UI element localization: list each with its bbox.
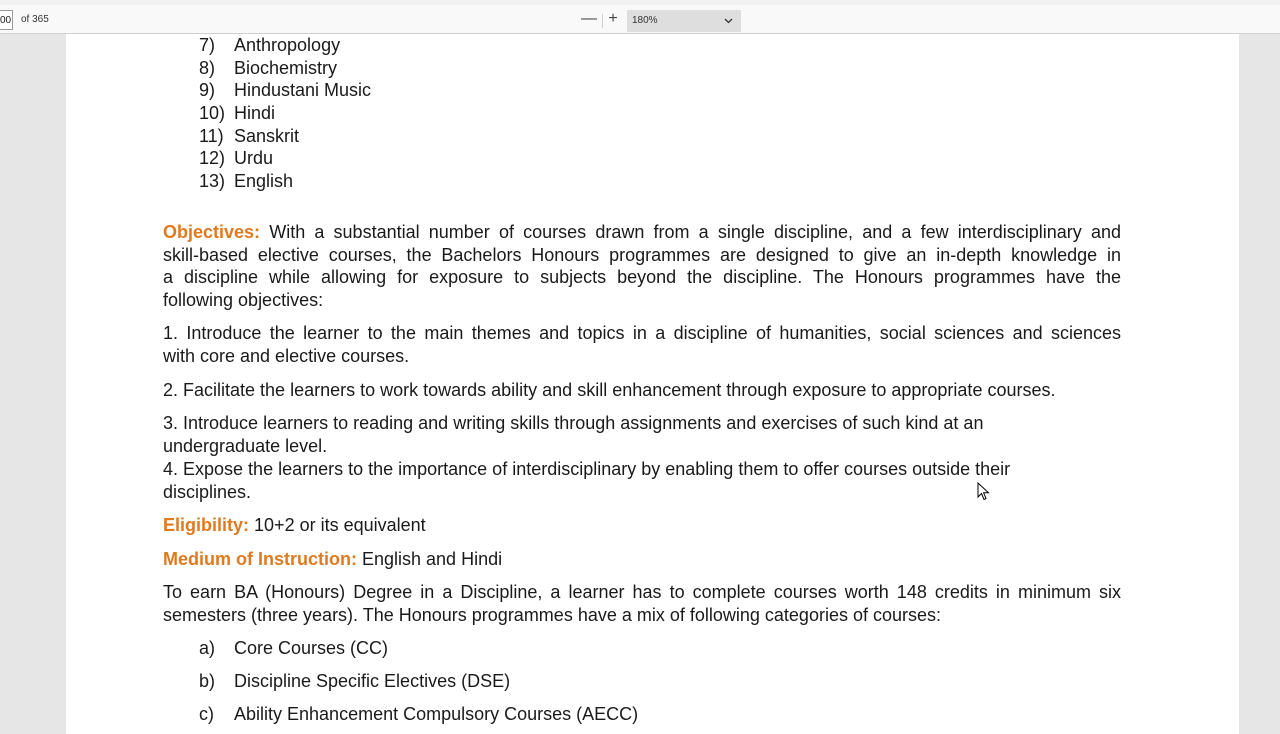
point-line: with core and elective courses. (163, 345, 410, 366)
point-line: 1. Introduce the learner to the main themes and topics in a discipline of humanities, social sciences and sciences (163, 323, 1121, 343)
list-item: 12) Urdu (199, 148, 274, 168)
pdf-toolbar (0, 0, 1280, 34)
page-number-input[interactable]: 00 (0, 10, 13, 30)
earn-line: To earn BA (Honours) Degree in a Discipline, a learner has to complete courses worth 148 credits in minimum six (163, 582, 1121, 602)
toolbar-top-strip (0, 0, 1280, 5)
page-count-label: of 365 (21, 14, 49, 25)
list-item: 11) Sanskrit (199, 126, 300, 146)
point-line: undergraduate level. (163, 435, 328, 456)
eligibility-heading: Eligibility: (163, 515, 250, 535)
list-item: 7) Anthropology (199, 35, 341, 55)
list-item: 10) Hindi (199, 103, 276, 123)
objective-point-2 (163, 379, 1121, 402)
list-item: c) Ability Enhancement Compulsory Courses (AECC) (199, 704, 639, 724)
objectives-line: a discipline while allowing for exposure to subjects beyond the discipline. The Honours programmes have the (163, 267, 1121, 288)
pdf-page (66, 34, 1239, 734)
mouse-pointer-icon (977, 482, 991, 502)
medium-heading: Medium of Instruction: (163, 549, 357, 569)
eligibility-value: 10+2 or its equivalent (254, 515, 426, 535)
objectives-paragraph (163, 221, 1121, 312)
objective-point-1 (163, 322, 1121, 367)
objectives-line: skill-based elective courses, the Bachelors Honours programmes are designed to give an in-depth knowledge in (163, 244, 1121, 265)
objectives-line: following objectives: (163, 290, 324, 311)
zoom-in-button[interactable]: + (608, 10, 618, 27)
medium-line (163, 548, 1121, 571)
point-line: disciplines. (163, 481, 252, 502)
earn-line: semesters (three years). The Honours programmes have a mix of following categories of courses: (163, 604, 941, 625)
zoom-level-value: 180% (632, 15, 658, 26)
list-item: 9) Hindustani Music (199, 80, 372, 100)
zoom-level-select[interactable] (627, 10, 741, 32)
medium-value: English and Hindi (362, 549, 503, 569)
objectives-line: Objectives: With a substantial number of courses drawn from a single discipline, and a few interdisciplinary and (163, 222, 1121, 242)
zoom-out-button[interactable]: — (581, 10, 597, 27)
point-line: 3. Introduce learners to reading and writing skills through assignments and exercises of such kind at an (163, 413, 984, 433)
toolbar-divider (602, 14, 603, 28)
list-item: 13) English (199, 171, 294, 191)
point-line: 4. Expose the learners to the importance of interdisciplinary by enabling them to offer courses outside their (163, 459, 1011, 479)
objectives-heading: Objectives: (163, 222, 261, 242)
point-line: 2. Facilitate the learners to work towards ability and skill enhancement through exposure to appropriate courses. (163, 380, 1056, 400)
earn-paragraph (163, 581, 1121, 626)
list-item: b) Discipline Specific Electives (DSE) (199, 671, 511, 691)
objective-point-3 (163, 412, 1121, 457)
eligibility-line (163, 514, 1121, 537)
list-item: 8) Biochemistry (199, 58, 338, 78)
list-item: a) Core Courses (CC) (199, 638, 389, 658)
